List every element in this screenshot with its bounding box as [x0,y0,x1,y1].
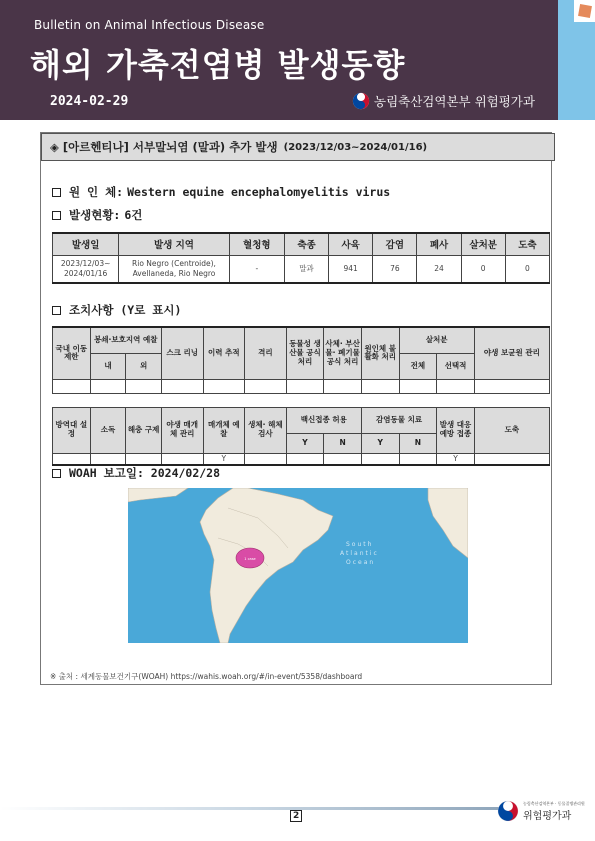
culling-selective-header: 선택적 [437,353,475,379]
accent-square-icon [574,0,595,22]
ocean-label-1: South [346,541,374,548]
zone-out-header: 외 [126,353,162,379]
woah-line [52,465,220,481]
measures-header-row-2 [53,407,550,433]
disinfection-header: 소독 [90,407,126,453]
treatment-n-header: N [399,433,437,453]
culling-all-header: 전체 [399,353,437,379]
org-name [352,92,535,110]
screening-header: 스크 리닝 [161,327,203,379]
measures-line [52,302,181,318]
section-header [41,133,555,161]
date-cell: 2023/12/03~ 2024/01/16 [53,255,119,283]
pathogen-line [52,184,390,200]
measures-value-row [53,379,550,393]
ocean-label-2: Atlantic [340,550,379,557]
checkbox-square-icon [52,469,61,478]
org-name-text: 농림축산검역본부 위험평가과 [374,94,535,109]
vaccination-header: 백신접종 허용 [286,407,361,433]
carcass-disposal-header: 사체· 부산물· 폐기물 공식 처리 [324,327,362,379]
live-dead-test-header: 생체· 해체 검사 [245,407,287,453]
taegeuk-logo-icon [497,800,519,822]
table-header: 사육 [329,233,373,255]
measures-table [52,326,550,466]
culled-cell: 0 [461,255,505,283]
ocean-label-3: Ocean [346,559,376,566]
prevention-zone-header: 방역대 설정 [53,407,91,453]
measures-label: 조치사항 (Y로 표시) [69,303,182,317]
infected-cell: 76 [373,255,417,283]
vaccination-y-header: Y [286,433,324,453]
bulletin-label: Bulletin on Animal Infectious Disease [34,18,265,32]
footer-divider [0,807,500,810]
measures-value-row-2 [53,453,550,465]
section-period: (2023/12/03~2024/01/16) [283,141,428,153]
outbreak-map [128,488,468,643]
woah-label: WOAH 보고일: 2024/02/28 [69,466,221,480]
zone-header: 봉쇄·보호지역 예찰 [90,327,161,353]
table-header: 살처분 [461,233,505,255]
table-row [53,255,550,283]
inactivation-header: 원인체 불활화 처리 [361,327,399,379]
zone-in-header: 내 [90,353,126,379]
outbreak-table [52,232,550,284]
prevention-vaccination-value: Y [437,453,475,465]
pathogen-label: 원 인 체: [69,185,124,199]
outbreak-value: 6건 [124,208,143,222]
checkbox-square-icon [52,306,61,315]
table-header: 혈청형 [229,233,284,255]
table-header: 축종 [284,233,328,255]
page-number: 2 [290,810,302,822]
region-cell: Rio Negro (Centroide), Avellaneda, Rio Negro [119,255,229,283]
marker-label: 1 case [244,557,256,561]
table-header: 도축 [505,233,549,255]
source-note: ※ 출처 : 세계동물보건기구(WOAH) https://wahis.woah.org/#/in-event/5358/dashboard [50,672,363,681]
taegeuk-logo-icon [352,92,370,110]
quarantine-header: 격리 [245,327,287,379]
slaughtered-cell: 0 [505,255,549,283]
raised-cell: 941 [329,255,373,283]
vector-control-header: 해충 구제 [126,407,162,453]
tracing-header: 이력 추적 [203,327,245,379]
checkbox-square-icon [52,188,61,197]
checkbox-square-icon [52,211,61,220]
table-header-row [53,233,550,255]
table-header: 발생일 [53,233,119,255]
animal-disposal-header: 동물성 생산물 공식 처리 [286,327,324,379]
dead-cell: 24 [417,255,461,283]
table-header: 발생 지역 [119,233,229,255]
table-header: 감염 [373,233,417,255]
culling-header: 살처분 [399,327,474,353]
outbreak-line [52,207,142,223]
measures-header-row [53,327,550,353]
section-title: ◈ [아르헨티나] 서부말뇌염 (말과) 추가 발생 [50,140,278,154]
outbreak-label: 발생현황: [69,208,121,222]
footer-org-small: 농림축산검역본부 · 동물질병관리원 [523,800,585,806]
page-title: 해외 가축전염병 발생동향 [30,46,406,84]
vector-surveillance-header: 매개체 예찰 [203,407,245,453]
serotype-cell: - [229,255,284,283]
footer-org [497,800,585,822]
treatment-header: 감염동물 치료 [361,407,436,433]
movement-header: 국내 이동 제한 [53,327,91,379]
footer-org-big: 위험평가과 [523,810,572,822]
wildlife-header: 야생 보균원 관리 [474,327,549,379]
treatment-y-header: Y [361,433,399,453]
slaughter-header: 도축 [474,407,549,453]
species-cell: 말과 [284,255,328,283]
vaccination-n-header: N [324,433,362,453]
vector-surveillance-value: Y [203,453,245,465]
issue-date: 2024-02-29 [50,94,129,109]
prevention-vaccination-header: 발생 대응 예방 접종 [437,407,475,453]
pathogen-value: Western equine encephalomyelitis virus [127,185,391,199]
table-header: 폐사 [417,233,461,255]
wild-vector-header: 야생 매개체 관리 [161,407,203,453]
